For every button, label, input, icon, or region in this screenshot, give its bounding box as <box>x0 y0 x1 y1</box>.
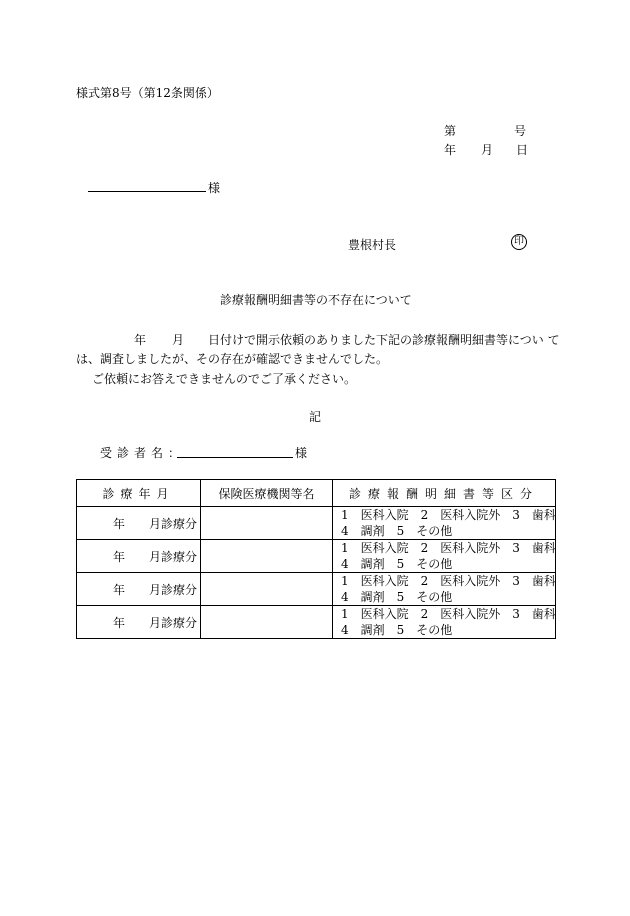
category-cell <box>333 606 556 639</box>
body-text-line-1: 日付けで開示依頼のありました下記の診療報酬明細書等につい て <box>208 333 560 347</box>
period-cell <box>77 573 201 606</box>
period-cell <box>77 540 201 573</box>
category-line-1: 1 医科入院 2 医科入院外 3 歯科 <box>341 541 556 555</box>
document-title: 診療報酬明細書等の不存在について <box>220 293 412 307</box>
issue-date-day: 日 <box>516 143 529 157</box>
issuer-name: 豊根村長 <box>348 238 397 252</box>
category-line-1: 1 医科入院 2 医科入院外 3 歯科 <box>341 508 556 522</box>
period-year: 年 <box>113 549 126 564</box>
body-text-line-3: ご依頼にお答えできませんのでご了承ください。 <box>92 372 357 386</box>
period-cell <box>77 507 201 540</box>
body-year-label: 年 <box>134 333 147 347</box>
record-table <box>76 479 556 639</box>
category-cell <box>333 507 556 540</box>
period-cell <box>77 606 201 639</box>
category-line-2: 4 調剤 5 その他 <box>341 524 453 538</box>
issue-date-year: 年 <box>444 143 457 157</box>
period-month: 月診療分 <box>149 549 198 564</box>
institution-cell <box>201 606 333 639</box>
category-line-1: 1 医科入院 2 医科入院外 3 歯科 <box>341 607 556 621</box>
document-number-prefix: 第 <box>444 124 457 138</box>
addressee-honorific: 様 <box>208 181 221 195</box>
period-year: 年 <box>113 516 126 531</box>
ki-heading: 記 <box>309 410 322 424</box>
document-number-suffix: 号 <box>514 124 527 138</box>
form-number: 様式第8号（第12条関係） <box>76 86 219 100</box>
period-month: 月診療分 <box>149 582 198 597</box>
institution-cell <box>201 540 333 573</box>
period-year: 年 <box>113 582 126 597</box>
table-header-row <box>77 480 556 507</box>
patient-name-label: 受診者名： <box>100 446 186 460</box>
period-month: 月診療分 <box>149 615 198 630</box>
body-month-label: 月 <box>172 333 185 347</box>
category-line-1: 1 医科入院 2 医科入院外 3 歯科 <box>341 574 556 588</box>
patient-honorific: 様 <box>295 446 308 460</box>
column-header-category: 診療報酬明細書等区分 <box>333 480 556 507</box>
institution-cell <box>201 573 333 606</box>
table-row <box>77 507 556 540</box>
column-header-institution: 保険医療機関等名 <box>201 480 333 507</box>
column-header-period: 診療年月 <box>77 480 201 507</box>
issue-date-month: 月 <box>481 143 494 157</box>
category-cell <box>333 573 556 606</box>
table-row <box>77 606 556 639</box>
institution-cell <box>201 507 333 540</box>
addressee-blank-line <box>88 191 206 192</box>
category-line-2: 4 調剤 5 その他 <box>341 590 453 604</box>
category-cell <box>333 540 556 573</box>
period-month: 月診療分 <box>149 516 198 531</box>
category-line-2: 4 調剤 5 その他 <box>341 623 453 637</box>
table-row <box>77 573 556 606</box>
patient-name-blank-line <box>177 457 293 458</box>
body-text-line-2: は、調査しましたが、その存在が確認できませんでした。 <box>76 352 389 366</box>
seal-mark: 印 <box>511 234 527 250</box>
period-year: 年 <box>113 615 126 630</box>
table-row <box>77 540 556 573</box>
category-line-2: 4 調剤 5 その他 <box>341 557 453 571</box>
